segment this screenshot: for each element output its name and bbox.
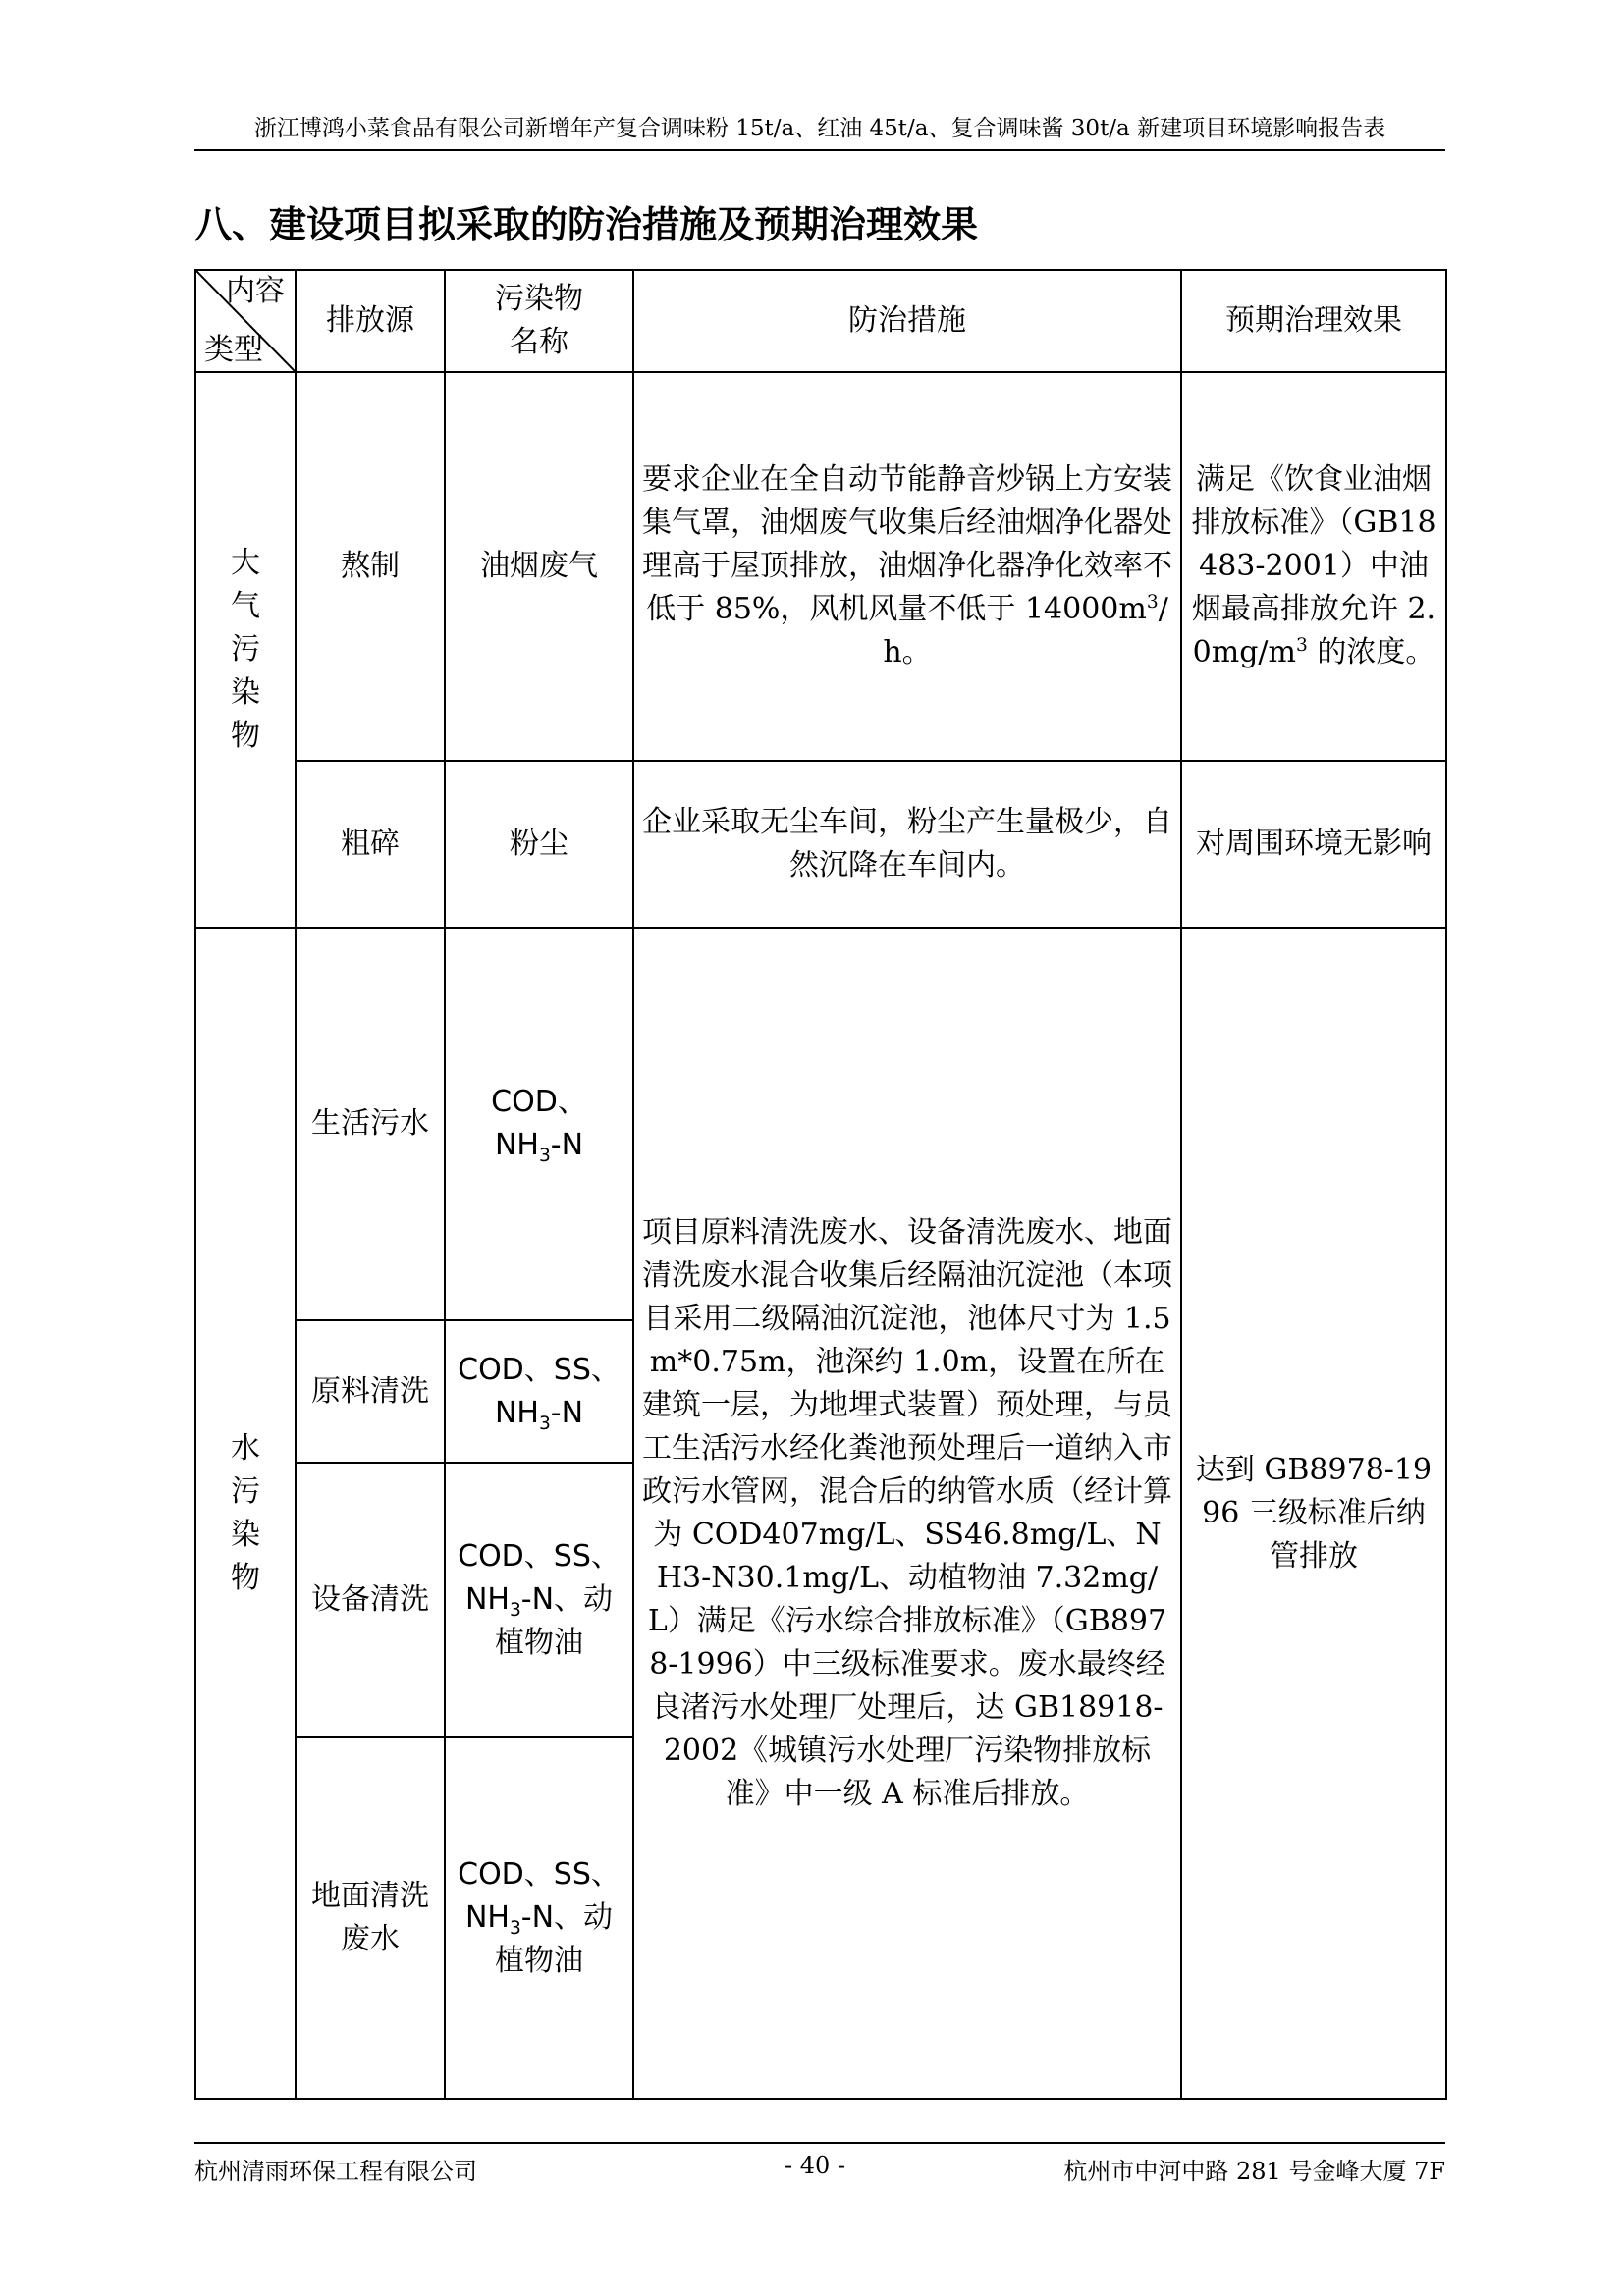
- header-effect: 预期治理效果: [1181, 270, 1446, 372]
- pollutant-cell: 油烟废气: [445, 372, 633, 761]
- header-rule: [194, 149, 1445, 151]
- header-pollutant-line2: 名称: [510, 325, 568, 359]
- pollutant-text: NH: [494, 1395, 539, 1430]
- source-cell: 熬制: [296, 372, 445, 761]
- pollutant-cell: [445, 1320, 633, 1463]
- header-pollutant-line1: 污染物: [495, 282, 583, 316]
- pollutant-text: COD、SS、: [458, 1352, 621, 1387]
- table-row: [195, 761, 1446, 928]
- pollutant-cell: 粉尘: [445, 761, 633, 928]
- type-air-cell: [195, 372, 296, 928]
- subscript: 3: [538, 1146, 551, 1166]
- pollutant-text: NH: [464, 1900, 510, 1935]
- footer-rule: [194, 2142, 1445, 2144]
- source-cell: 地面清洗废水: [296, 1737, 445, 2099]
- section-title: 八、建设项目拟采取的防治措施及预期治理效果: [194, 203, 979, 246]
- measure-cell: [633, 372, 1181, 761]
- pollutant-text: COD、SS、: [458, 1857, 621, 1892]
- type-air-char: 气: [231, 589, 260, 623]
- header-source: 排放源: [296, 270, 445, 372]
- pollutant-cell: [445, 928, 633, 1320]
- effect-cell: 对周围环境无影响: [1181, 761, 1446, 928]
- type-air-char: 污: [231, 632, 260, 667]
- pollutant-text: NH: [494, 1128, 539, 1162]
- footer-page-number: - 40 -: [784, 2152, 845, 2179]
- pollutant-text: -N、动植物油: [495, 1582, 614, 1660]
- type-water-char: 物: [231, 1560, 260, 1595]
- pollutant-text: COD、SS、: [458, 1539, 621, 1574]
- pollutant-text: -N、动植物油: [495, 1900, 614, 1978]
- header-content-label: 内容: [226, 274, 285, 308]
- measure-cell: 企业采取无尘车间，粉尘产生量极少，自然沉降在车间内。: [633, 761, 1181, 928]
- subscript: 3: [538, 1413, 551, 1434]
- table-row: [195, 928, 1446, 1320]
- page-header: 浙江博鸿小菜食品有限公司新增年产复合调味粉 15t/a、红油 45t/a、复合调味酱 30t/a 新建项目环境影响报告表: [253, 116, 1386, 141]
- effect-text: 满足《饮食业油烟排放标准》（GB18483-2001）中油烟最高排放允许 2.0mg/m: [1191, 462, 1436, 669]
- effect-cell: [1181, 372, 1446, 761]
- source-cell: 粗碎: [296, 761, 445, 928]
- header-type-label: 类型: [204, 333, 263, 367]
- pollutant-cell: [445, 1737, 633, 2099]
- pollutant-text: -N: [550, 1128, 584, 1162]
- header-measures: 防治措施: [633, 270, 1181, 372]
- table-header-row: [195, 270, 1446, 372]
- type-air-char: 物: [231, 719, 260, 753]
- source-cell: 原料清洗: [296, 1320, 445, 1463]
- water-effect-cell: 达到 GB8978-1996 三级标准后纳管排放: [1181, 928, 1446, 2099]
- measure-text: 要求企业在全自动节能静音炒锅上方安装集气罩，油烟废气收集后经油烟净化器处理高于屋顶排放，油烟净化器净化效率不低于 85%，风机风量不低于 14000m: [642, 462, 1172, 626]
- water-measure-cell: 项目原料清洗废水、设备清洗废水、地面清洗废水混合收集后经隔油沉淀池（本项目采用二级隔油沉淀池，池体尺寸为 1.5m*0.75m，池深约 1.0m，设置在所在建筑一层，为地埋式装置）预处理，与员工生活污水经化粪池预处理后一道纳入市政污水管网，混合后的纳管水质（经计算为 COD407mg/L、SS46.8mg/L、NH3-N30.1mg/L、动植物油 7.32mg/L）满足《污水综合排放标准》（GB8978-1996）中三级标准要求。废水最终经良渚污水处理厂处理后，达 GB18918-2002《城镇污水处理厂污染物排放标准》中一级 A 标准后排放。: [633, 928, 1181, 2099]
- type-water-char: 水: [231, 1430, 260, 1466]
- effect-text-end: 的浓度。: [1307, 635, 1435, 669]
- superscript: 3: [1146, 592, 1159, 613]
- source-cell: 生活污水: [296, 928, 445, 1320]
- subscript: 3: [509, 1918, 521, 1939]
- superscript: 3: [1295, 635, 1308, 656]
- header-pollutant: [445, 270, 633, 372]
- source-cell: 设备清洗: [296, 1463, 445, 1737]
- measure-text-end: /h。: [883, 592, 1168, 669]
- type-air-char: 大: [231, 546, 260, 580]
- pollutant-text: COD、: [491, 1085, 587, 1119]
- pollutant-cell: [445, 1463, 633, 1737]
- type-water-cell: [195, 928, 296, 2099]
- footer-company: 杭州清雨环保工程有限公司: [194, 2158, 477, 2185]
- subscript: 3: [509, 1600, 521, 1621]
- pollutant-text: -N: [550, 1395, 584, 1430]
- diagonal-header-cell: [195, 270, 296, 372]
- measures-table: [194, 269, 1447, 2100]
- footer-address: 杭州市中河中路 281 号金峰大厦 7F: [1063, 2158, 1445, 2185]
- pollutant-text: NH: [464, 1582, 510, 1617]
- table-row: [195, 372, 1446, 761]
- type-water-char: 污: [231, 1473, 260, 1509]
- type-air-char: 染: [231, 675, 260, 710]
- type-water-char: 染: [231, 1517, 260, 1552]
